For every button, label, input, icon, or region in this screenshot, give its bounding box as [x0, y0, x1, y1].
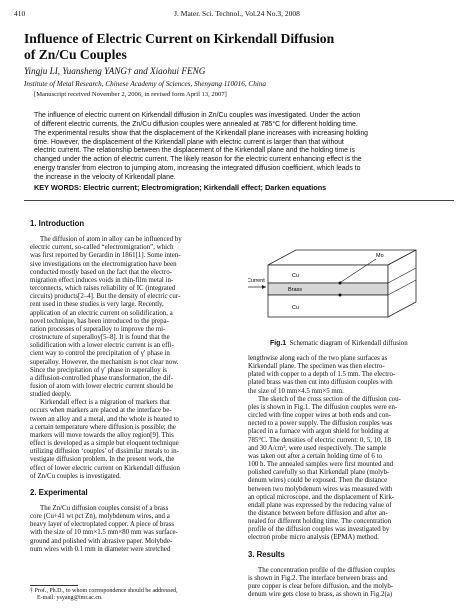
brass-label: Brass: [288, 287, 303, 293]
abstract-line: the increase in the velocity of Kirkendall plane.: [34, 173, 176, 181]
text-line: num wires with 0.1 mm in diameter were stretched: [30, 545, 171, 553]
footnote-line: † Prof., Ph.D., to whom correspondence should be addressed,: [30, 588, 178, 594]
text-line: 785°C. The densities of electric current: 0, 5, 10, 18: [248, 436, 391, 444]
paragraph: [248, 355, 450, 396]
text-line: crostructure of superalloy[5–8]. It is found that the: [30, 334, 170, 342]
text-line: occurs when markers are placed at the interface be-: [30, 407, 172, 415]
text-line: The concentration profile of the diffusion couples: [258, 566, 395, 574]
abstract-line: electric current. The relationship between the displacement of the Kirkendall plane and the holding time is: [34, 147, 355, 155]
brass-layer: [268, 283, 388, 295]
abstract-line: The influence of electric current on Kirkendall diffusion in Zn/Cu couples was investigated. Under the action: [34, 112, 361, 119]
figure-caption-label: Fig.1: [270, 340, 287, 347]
title-line: of Zn/Cu Couples: [24, 47, 127, 62]
abstract-line: time. However, the displacement of the Kirkendall plane with electric current is larger than that without: [34, 138, 344, 146]
text-line: heavy layer of electroplated copper. A piece of brass: [30, 521, 175, 529]
text-line: polished carefully so that Kirkendall plane (molyb-: [248, 469, 390, 477]
figure-caption: [270, 340, 408, 347]
received-dates: [Manuscript received November 2, 2006, in revised form April 13, 2007]: [34, 91, 227, 98]
text-line: novel technique, has been introduced to the prepa-: [30, 317, 169, 325]
text-line: electron probe micro analysis (EPMA) method.: [248, 534, 379, 542]
keywords-label: KEY WORDS:: [34, 183, 82, 192]
footnote-line: E-mail: ysyang@imr.ac.cn.: [37, 595, 103, 602]
text-line: utilizing diffusion ‘couples’ of dissimilar metals to in-: [30, 448, 179, 456]
text-line: with the size of 10 mm×1.5 mm×80 mm was surface-: [30, 529, 178, 537]
abstract-line: energy transfer from electron to jumping atom, increasing the integrated diffusion coefficient, which leads to: [34, 165, 361, 173]
paragraph: [30, 236, 232, 399]
text-line: was taken out after a certain holding time of 6 to: [248, 452, 382, 460]
text-line: an optical microscope, and the displacement of Kirk-: [248, 493, 395, 501]
text-line: The sketch of the cross section of the diffusion cou-: [258, 395, 401, 403]
text-line: pure copper is clear before diffusion, and the molyb-: [248, 583, 394, 591]
text-line: lengthwise along each of the two plane surfaces as: [248, 355, 388, 362]
text-line: The diffusion of atom in alloy can be influenced by: [40, 236, 182, 244]
text-line: effect of lower electric current on Kirkendall diffusion: [30, 464, 180, 472]
text-line: the size of 10 mm×4.5 mm×5 mm.: [248, 387, 344, 395]
text-line: of Zn/Cu couples is investigated.: [30, 472, 121, 480]
abstract-line: The experimental results show that the displacement of the Kirkendall plane increases with increasing holding: [34, 129, 368, 137]
right-column: [248, 355, 450, 599]
affiliation: Institute of Metal Research, Chinese Academy of Sciences, Shenyang 110016, China: [24, 80, 266, 88]
authors: Yingju LI, Yuansheng YANG† and Xiaohui FENG: [24, 66, 206, 76]
paragraph: [248, 567, 450, 600]
footnote: [30, 588, 232, 602]
text-line: a certain temperature where diffusion is possible; the: [30, 423, 176, 431]
paper-title: [24, 31, 454, 63]
text-line: studied deeply.: [30, 391, 72, 399]
text-line: cient way to control the precipitation of γ′ phase in: [30, 350, 170, 358]
paragraph: [30, 505, 232, 554]
abstract-line: changed under the action of electric current. The likely reason for the electric current enhancing effect is the: [34, 156, 362, 164]
text-line: rent used in these studies is very large. Recently,: [30, 301, 164, 309]
mo-label: Mo: [376, 253, 384, 259]
text-line: nealed for different holding time. The concentration: [248, 518, 392, 526]
text-line: plated brass was then cut into diffusion couples with: [248, 379, 393, 387]
title-line: Influence of Electric Current on Kirkendall Diffusion: [24, 31, 335, 46]
mo-wire-marker: [339, 294, 342, 297]
text-line: 100 h. The annealed samples were first mounted and: [248, 461, 394, 469]
section-heading: 2. Experimental: [30, 487, 88, 497]
journal-citation: J. Mater. Sci. Technol., Vol.24 No.3, 2008: [174, 9, 300, 18]
text-line: nected to a power supply. The diffusion couples was: [248, 420, 393, 428]
text-line: circled with fine copper wires at both ends and con-: [248, 412, 391, 420]
text-line: Kirkendall plane. The specimen was then electro-: [248, 363, 385, 371]
text-line: electric current, so-called “electromigration”, which: [30, 244, 174, 252]
text-line: placed in a furnace with argon shield for holding at: [248, 428, 389, 436]
text-line: Since the precipitation of γ′ phase in superalloy is: [30, 366, 167, 374]
keywords-text: Electric current; Electromigration; Kirkendall effect; Darken equations: [83, 183, 327, 192]
footnote-divider: [30, 585, 78, 586]
figure-1: [248, 240, 458, 335]
section-heading: 1. Introduction: [30, 219, 85, 228]
text-line: ration processes of superalloy to improve the mi-: [30, 325, 166, 333]
text-line: between two molybdenum wires was measured with: [248, 485, 393, 493]
text-line: fusion of atom with lower electric current should be: [30, 382, 174, 390]
text-line: solidification with a lower electric current is an effi-: [30, 342, 174, 350]
current-label: Current: [248, 278, 265, 284]
text-line: core (Cu+41 wt pct Zn), molybdenum wires, and a: [30, 513, 170, 521]
cu-top-label: Cu: [292, 273, 300, 279]
text-line: terconnects, which raises reliability of IC (integrated: [30, 285, 176, 293]
text-line: sive investigations on the electromigration have been: [30, 260, 177, 268]
text-line: vestigate diffusion problem. In the present work, the: [30, 456, 175, 464]
section-heading: 3. Results: [248, 549, 285, 559]
text-line: endall plane was expressed by the reducing value of: [248, 501, 392, 509]
text-line: effect is developed as a simple but eloquent technique: [30, 440, 179, 448]
text-line: denum wire gets close to brass, as shown in Fig.2(a): [248, 591, 393, 599]
text-line: denum wires) could be exposed. Then the distance: [248, 477, 388, 485]
paragraph: [30, 399, 232, 481]
text-line: the distance between before diffusion and after an-: [248, 509, 388, 517]
keywords: [34, 183, 326, 192]
cu-top-layer: [268, 265, 388, 283]
text-line: markers will move towards the alloy region[9]. This: [30, 431, 174, 439]
text-line: is shown in Fig.2. The interface between brass and: [248, 574, 388, 582]
text-line: migration effect induces voids in thin-film metal in-: [30, 276, 174, 284]
text-line: tween an alloy and a metal, and the whole is heated to: [30, 415, 179, 423]
text-line: ground and polished with abrasive paper. Molybde-: [30, 537, 173, 545]
text-line: ples is shown in Fig.1. The diffusion couples were en-: [248, 403, 398, 411]
paragraph: [248, 396, 450, 543]
cu-bottom-layer: [268, 295, 388, 317]
text-line: and 30 A/cm², were used respectively. The sample: [248, 444, 387, 452]
figure-caption-text: Schematic diagram of Kirkendall diffusion: [289, 340, 408, 347]
text-line: application of an electric current on solidification, a: [30, 309, 173, 317]
page-number: 410: [14, 9, 26, 18]
text-line: The Zn/Cu diffusion couples consist of a brass: [40, 505, 169, 512]
text-line: profile of the diffusion couples was investigated by: [248, 526, 390, 534]
text-line: was first reported by Gerardin in 1861[1]. Some inten-: [30, 252, 181, 260]
text-line: circuits) products[2–4]. But the density of electric cur-: [30, 293, 181, 301]
abstract: [34, 112, 448, 183]
left-column: [30, 220, 232, 554]
text-line: Kirkendall effect is a migration of markers that: [40, 399, 170, 407]
text-line: a diffusion-controlled phase transformation, the dif-: [30, 374, 174, 382]
text-line: conducted mostly based on the fact that the electro-: [30, 268, 172, 276]
section-divider: [24, 200, 454, 201]
abstract-line: of different electric currents, the Zn/Cu diffusion couples were annealed at 785°C for different holding time.: [34, 120, 358, 128]
text-line: plated with copper to a depth of 1.5 mm. The electro-: [248, 371, 396, 379]
kirkendall-schematic: [248, 240, 458, 335]
text-line: superalloy. However, the mechanism is not clear now.: [30, 358, 179, 366]
cu-bottom-label: Cu: [292, 305, 300, 311]
